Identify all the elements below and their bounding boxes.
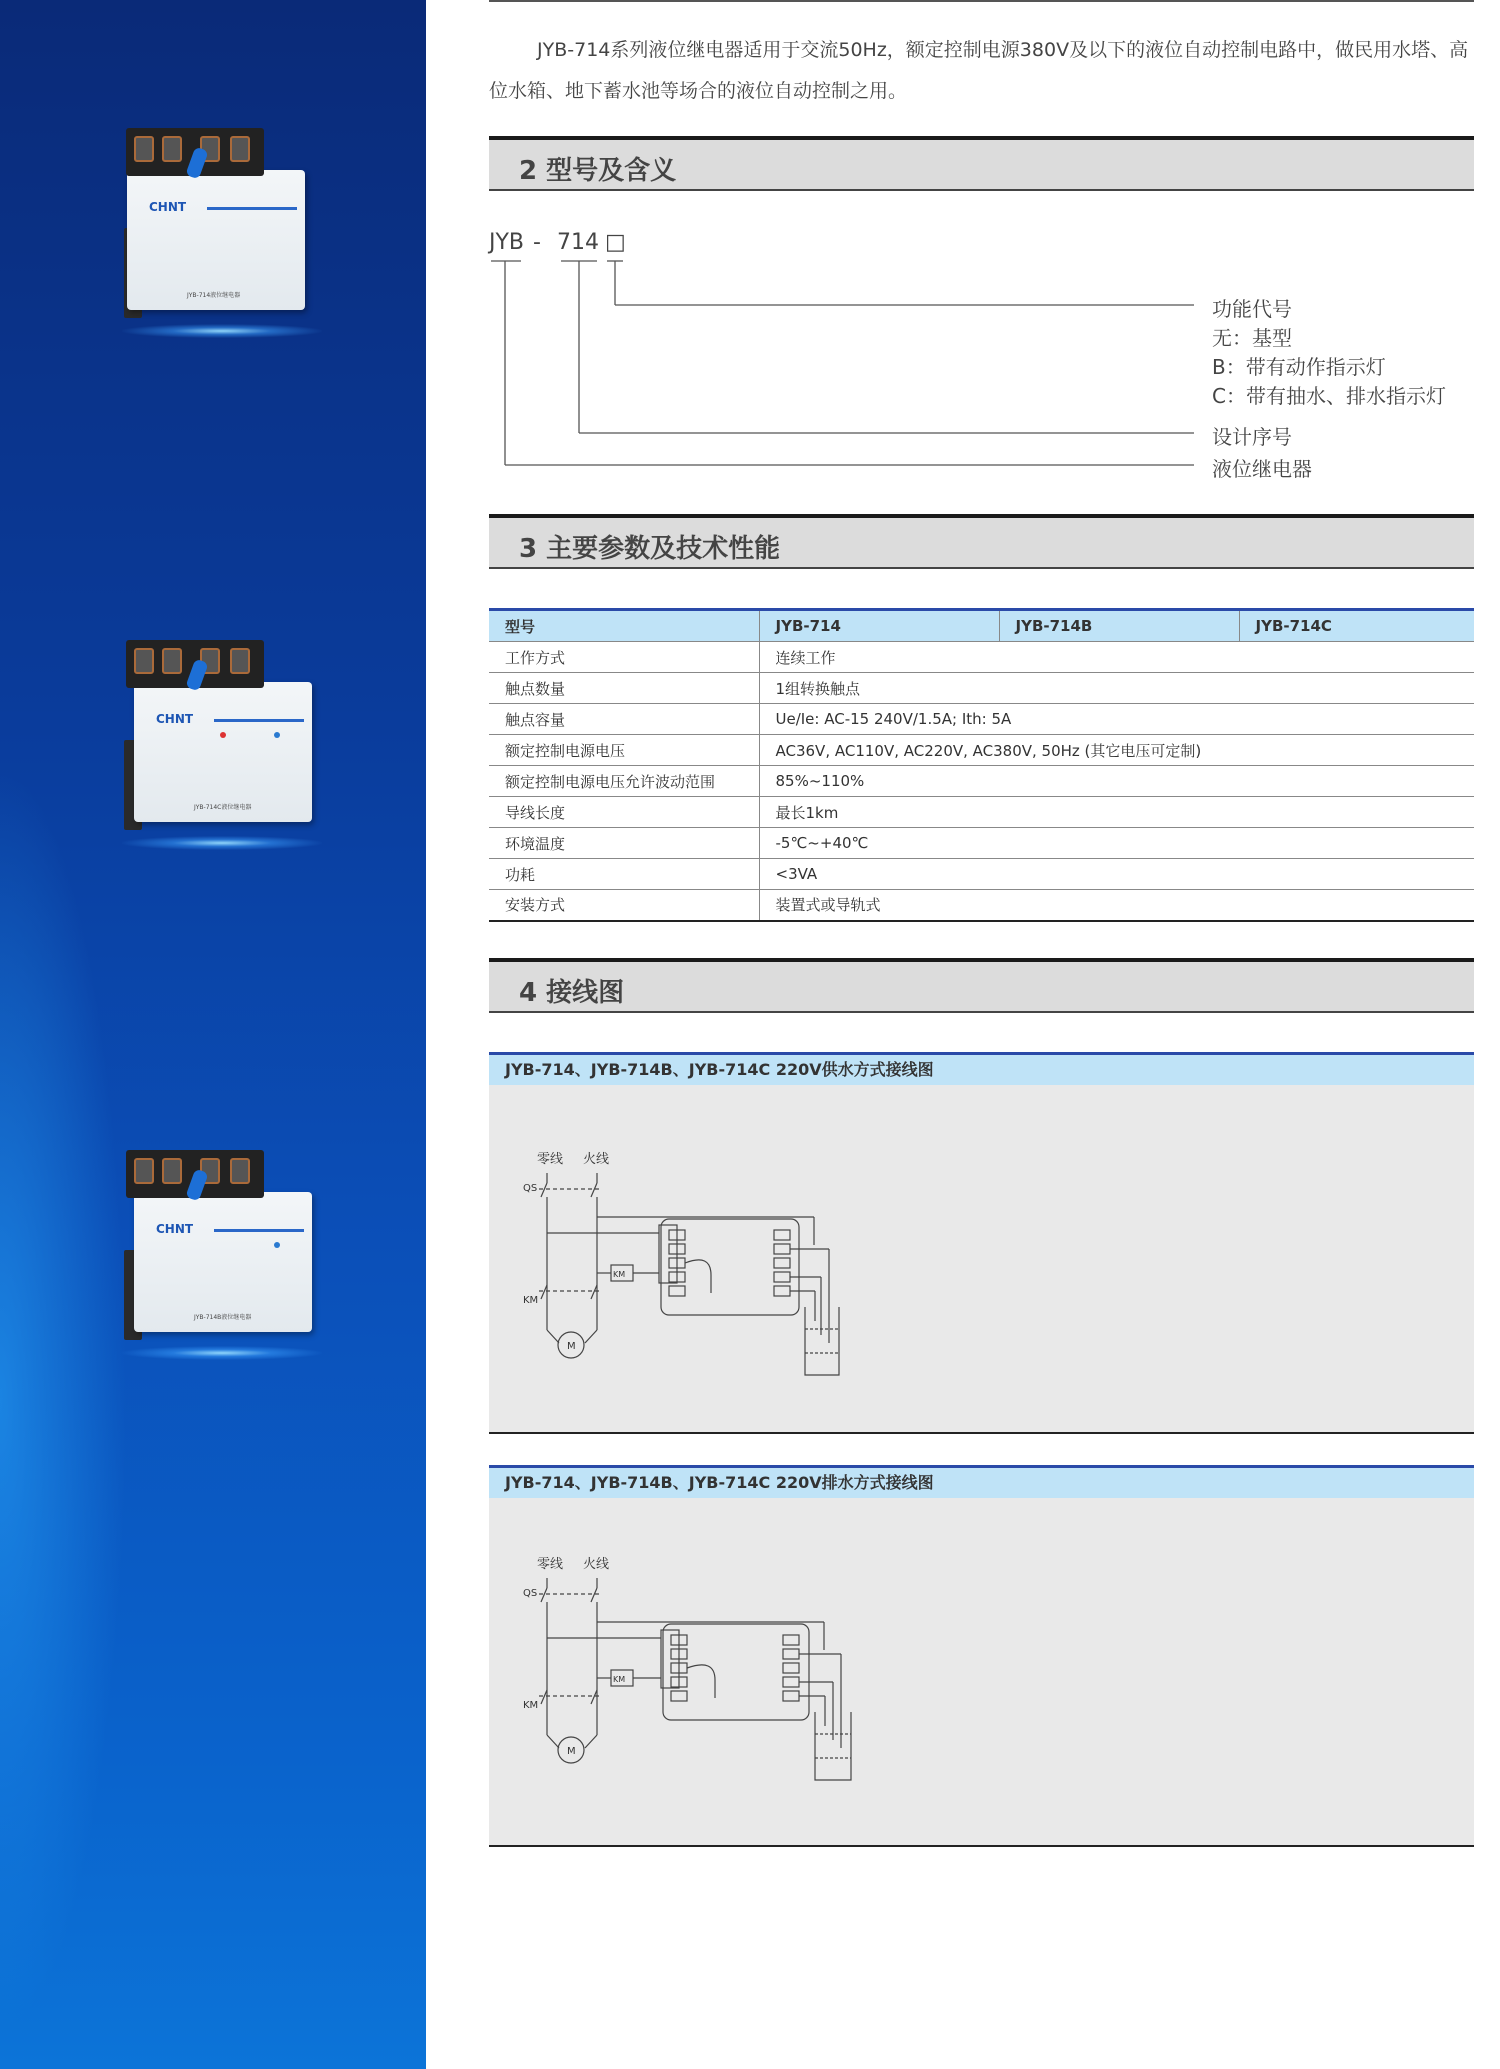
neutral-label: 零线	[537, 1152, 564, 1167]
section-title: 2 型号及含义	[519, 156, 677, 186]
param-name: 触点容量	[489, 704, 759, 735]
qs-label: QS	[523, 1588, 538, 1599]
param-value: 最长1km	[759, 797, 1474, 828]
coil-label: KM	[613, 1270, 626, 1279]
table-row	[489, 735, 1474, 766]
brand-logo: CHNT	[156, 712, 194, 726]
wiring-caption: JYB-714、JYB-714B、JYB-714C 220V排水方式接线图	[489, 1468, 1474, 1498]
brand-logo: CHNT	[156, 1222, 194, 1236]
product-glow	[122, 324, 322, 338]
desc-design-no: 设计序号	[1212, 425, 1292, 449]
coil-label: KM	[613, 1675, 626, 1684]
product-image	[112, 128, 332, 358]
sidebar	[0, 0, 426, 2069]
product-image	[112, 640, 332, 870]
led-indicator	[274, 732, 280, 738]
table-row	[489, 828, 1474, 859]
table-row	[489, 890, 1474, 921]
code-prefix: JYB	[489, 230, 525, 255]
column-header: JYB-714C	[1239, 610, 1474, 642]
relay-body	[134, 682, 312, 822]
desc-b: B：带有动作指示灯	[1212, 355, 1386, 379]
model-label: JYB-714液位继电器	[187, 292, 241, 299]
param-name: 导线长度	[489, 797, 759, 828]
param-value: 85%~110%	[759, 766, 1474, 797]
desc-function-code: 功能代号	[1212, 297, 1292, 321]
param-name: 触点数量	[489, 673, 759, 704]
desc-c: C：带有抽水、排水指示灯	[1212, 384, 1446, 408]
param-value: Ue/Ie: AC-15 240V/1.5A; Ith: 5A	[759, 704, 1474, 735]
wiring-diagram	[489, 1498, 1474, 1843]
knob-icon	[185, 659, 208, 692]
relay-body	[134, 1192, 312, 1332]
wiring-panel-supply	[489, 1052, 1474, 1434]
qs-label: QS	[523, 1183, 538, 1194]
relay-terminals	[126, 128, 264, 176]
param-value: 连续工作	[759, 642, 1474, 673]
table-row	[489, 766, 1474, 797]
param-name: 额定控制电源电压	[489, 735, 759, 766]
live-label: 火线	[583, 1152, 610, 1167]
table-header-row	[489, 610, 1474, 642]
code-number: 714	[557, 230, 599, 255]
knob-icon	[185, 1169, 208, 1202]
column-header: JYB-714	[759, 610, 999, 642]
section-title: 4 接线图	[519, 978, 625, 1008]
relay-body	[127, 170, 305, 310]
motor-label: M	[567, 1746, 576, 1757]
param-value: 装置式或导轨式	[759, 890, 1474, 921]
model-label: JYB-714B液位继电器	[194, 1314, 252, 1321]
relay-terminals	[126, 640, 264, 688]
param-value: 1组转换触点	[759, 673, 1474, 704]
live-label: 火线	[583, 1557, 610, 1572]
wiring-diagram	[489, 1085, 1474, 1430]
product-glow	[122, 1346, 322, 1360]
column-header: 型号	[489, 610, 759, 642]
param-name: 额定控制电源电压允许波动范围	[489, 766, 759, 797]
param-name: 安装方式	[489, 890, 759, 921]
table-row	[489, 859, 1474, 890]
param-name: 环境温度	[489, 828, 759, 859]
product-glow	[122, 836, 322, 850]
table-row	[489, 797, 1474, 828]
led-indicator	[274, 1242, 280, 1248]
desc-relay: 液位继电器	[1212, 457, 1312, 481]
divider	[489, 0, 1474, 2]
relay-terminals	[126, 1150, 264, 1198]
neutral-label: 零线	[537, 1557, 564, 1572]
type-meaning-diagram	[489, 225, 1474, 485]
intro-paragraph: JYB-714系列液位继电器适用于交流50Hz，额定控制电源380V及以下的液位自动控制电路中，做民用水塔、高位水箱、地下蓄水池等场合的液位自动控制之用。	[489, 39, 1469, 102]
product-image	[112, 1150, 332, 1380]
table-row	[489, 704, 1474, 735]
section-header-params	[489, 514, 1474, 569]
wiring-caption: JYB-714、JYB-714B、JYB-714C 220V供水方式接线图	[489, 1055, 1474, 1085]
led-indicator	[220, 732, 226, 738]
param-value: AC36V, AC110V, AC220V, AC380V, 50Hz (其它电压可定制)	[759, 735, 1474, 766]
param-value: <3VA	[759, 859, 1474, 890]
code-dash: -	[533, 230, 541, 255]
param-name: 工作方式	[489, 642, 759, 673]
section-header-wiring	[489, 958, 1474, 1013]
table-row	[489, 673, 1474, 704]
model-label: JYB-714C液位继电器	[194, 804, 252, 811]
column-header: JYB-714B	[999, 610, 1239, 642]
spec-table	[489, 608, 1474, 922]
km-label: KM	[523, 1295, 539, 1306]
section-header-type	[489, 136, 1474, 191]
param-name: 功耗	[489, 859, 759, 890]
wiring-panel-drain	[489, 1465, 1474, 1847]
knob-icon	[185, 147, 208, 180]
table-row	[489, 642, 1474, 673]
brand-logo: CHNT	[149, 200, 187, 214]
desc-none: 无：基型	[1212, 326, 1292, 350]
motor-label: M	[567, 1341, 576, 1352]
code-suffix-box: □	[605, 230, 626, 255]
param-value: -5℃~+40℃	[759, 828, 1474, 859]
km-label: KM	[523, 1700, 539, 1711]
section-title: 3 主要参数及技术性能	[519, 534, 781, 564]
